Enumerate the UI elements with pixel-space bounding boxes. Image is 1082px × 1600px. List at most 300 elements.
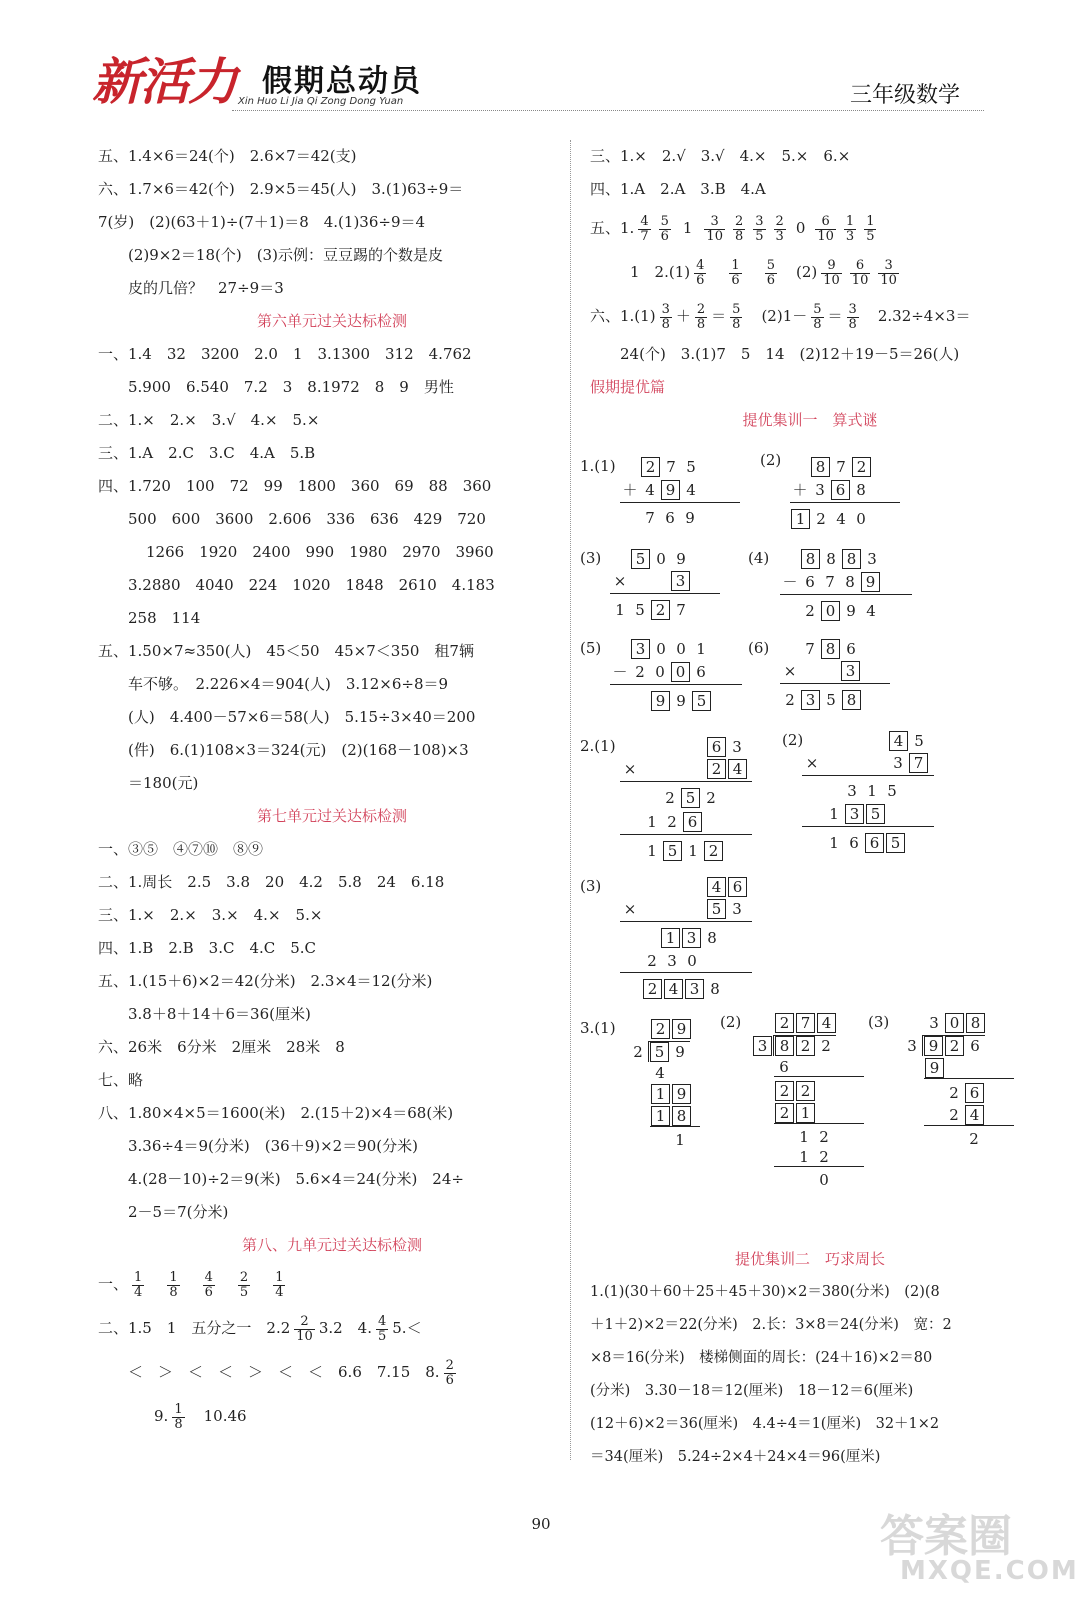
puzzle-digit: 4: [836, 510, 846, 528]
puzzle-box: 1: [661, 928, 680, 948]
puzzle-digit: 1: [615, 601, 625, 619]
numerator: 3: [878, 259, 899, 274]
page-header: [0, 0, 1082, 120]
puzzle-box: 3: [631, 639, 650, 659]
answer-line: 四、1.720 100 72 99 1800 360 69 88 360: [98, 477, 492, 495]
puzzle-box: 2: [651, 1019, 670, 1039]
operator: ×: [623, 760, 637, 778]
puzzle-box: 0: [945, 1013, 964, 1033]
puzzle-digit: 9: [846, 602, 856, 620]
puzzle-digit: 7: [676, 601, 686, 619]
grade-subject: 三年级数学: [850, 83, 961, 108]
puzzle-digit: 7: [645, 509, 655, 527]
fraction: [730, 303, 742, 332]
answer-line: 三、1.× 2.× 3.× 4.× 5.×: [98, 906, 323, 924]
answer-line: 六、26米 6分米 2厘米 28米 8: [98, 1038, 345, 1056]
denominator: 4: [134, 1284, 143, 1300]
denominator: 6: [204, 1284, 213, 1300]
operator: ×: [805, 754, 819, 772]
answer-line-fractions: [98, 1350, 566, 1394]
numerator: 1: [845, 213, 855, 229]
fraction: [753, 215, 765, 244]
fraction: [864, 215, 876, 244]
section-title-holiday: 假期提优篇: [590, 378, 666, 396]
numerator: 2: [696, 301, 706, 317]
puzzle-box: 6: [728, 877, 747, 897]
denominator: 6: [445, 1372, 454, 1388]
subtraction-puzzle: [610, 639, 742, 711]
fraction: [695, 303, 707, 332]
puzzle-box: 6: [865, 833, 884, 853]
puzzle-box: 2: [707, 759, 726, 779]
watermark-url: MXQE.COM: [900, 1556, 1079, 1586]
puzzle-digit: 9: [675, 1043, 685, 1061]
denominator: 10: [851, 272, 869, 288]
puzzle-box: 8: [811, 457, 830, 477]
puzzle-box: 2: [651, 600, 670, 620]
puzzle-digit: 5: [887, 782, 897, 800]
puzzle-digit: 8: [710, 980, 720, 998]
puzzle-digit: 6: [665, 509, 675, 527]
answer-line: 24(个) 3.(1)7 5 14 (2)12＋19－5＝26(人): [620, 345, 960, 363]
fraction: [704, 215, 725, 244]
label: 2.(1): [580, 737, 616, 755]
puzzle-box: 3: [671, 571, 690, 591]
puzzle-box: 7: [909, 753, 928, 773]
operator: ×: [623, 900, 637, 918]
fraction: [444, 1359, 456, 1388]
puzzle-box: 4: [965, 1105, 984, 1125]
puzzle-digit: 5: [635, 601, 645, 619]
puzzle-box: 5: [707, 899, 726, 919]
answer-line: 3.2880 4040 224 1020 1848 2610 4.183: [128, 576, 495, 594]
answer-line: 三、1.A 2.C 3.C 4.A 5.B: [98, 444, 316, 462]
operator: ＋: [792, 481, 808, 499]
puzzle-digit: 2: [647, 952, 657, 970]
puzzle-digit: 3: [907, 1037, 917, 1055]
denominator: 3: [845, 228, 855, 244]
puzzle-digit: 1: [799, 1148, 809, 1166]
puzzle-box: 3: [801, 690, 820, 710]
answer-line: 六、1.7×6＝42(个) 2.9×5＝45(人) 3.(1)63÷9＝: [98, 180, 464, 198]
puzzle-area: [580, 437, 1030, 1243]
numerator: 4: [696, 257, 705, 273]
puzzle-box: 8: [672, 1106, 691, 1126]
denominator: 8: [169, 1284, 178, 1300]
answer-line: 五、1.50×7≈350(人) 45＜50 45×7＜350 租7辆: [98, 642, 474, 660]
numerator: 1: [275, 1269, 284, 1285]
puzzle-box: 5: [650, 1042, 669, 1062]
numerator: 1: [169, 1269, 178, 1285]
answer-line: 一、1.4 32 3200 2.0 1 3.1300 312 4.762: [98, 345, 472, 363]
label: ＜ ＞ ＜ ＜ ＞ ＜ ＜ 6.6 7.15 8.: [128, 1363, 440, 1381]
answer-line: 二、1.周长 2.5 3.8 20 4.2 5.8 24 6.18: [98, 873, 445, 891]
numerator: 5: [660, 213, 669, 229]
answer-line: ＝180(元): [128, 774, 199, 792]
puzzle-digit: 9: [676, 550, 686, 568]
answer-line: 八、1.80×4×5＝1600(米) 2.(15＋2)×4＝68(米): [98, 1104, 454, 1122]
label: (2): [720, 1013, 742, 1031]
fraction: [765, 259, 777, 288]
multiplication-puzzle: [780, 639, 890, 710]
puzzle-digit: 0: [676, 640, 686, 658]
denominator: 5: [866, 228, 875, 244]
label: (3): [868, 1013, 890, 1031]
puzzle-digit: 7: [666, 458, 676, 476]
answer-line: 一、③⑤ ④⑦⑩ ⑧⑨: [98, 840, 264, 858]
puzzle-box: 3: [841, 661, 860, 681]
puzzle-digit: 1: [867, 782, 877, 800]
operator: －: [612, 663, 628, 681]
answer-line: 皮的几倍？ 27÷9＝3: [128, 279, 284, 297]
puzzle-digit: 6: [805, 573, 815, 591]
multiplication-puzzle: [802, 731, 934, 853]
subtraction-puzzle: [780, 549, 912, 621]
puzzle-digit: 2: [816, 510, 826, 528]
denominator: 4: [275, 1284, 284, 1300]
puzzle-digit: 4: [655, 1064, 665, 1082]
numerator: 6: [850, 259, 871, 274]
label: (3): [580, 877, 602, 895]
puzzle-digit: 5: [686, 458, 696, 476]
numerator: 2: [239, 1269, 249, 1285]
denominator: 5: [755, 228, 764, 244]
fraction: [273, 1271, 285, 1300]
label: (2): [796, 263, 818, 281]
label: 六、1.(1): [590, 307, 656, 325]
numerator: 2: [734, 213, 744, 229]
denominator: 5: [377, 1328, 387, 1344]
puzzle-digit: 3: [732, 738, 742, 756]
puzzle-box: 0: [671, 662, 690, 682]
label: 3.2 4.: [318, 1319, 372, 1337]
numerator: 5: [766, 257, 775, 273]
puzzle-box: 4: [817, 1013, 836, 1033]
fraction: [878, 259, 899, 288]
puzzle-box: 6: [683, 812, 702, 832]
right-column: [580, 140, 1030, 1474]
puzzle-digit: 2: [949, 1106, 959, 1124]
answer-line: 1.(1)(30＋60＋25＋45＋30)×2＝380(分米) (2)(8: [590, 1284, 940, 1300]
puzzle-digit: 7: [805, 640, 815, 658]
answer-line: 5.900 6.540 7.2 3 8.1972 8 9 男性: [128, 378, 454, 396]
fraction: [694, 259, 706, 288]
puzzle-digit: 1: [675, 1131, 685, 1149]
puzzle-digit: 2: [969, 1130, 979, 1148]
puzzle-box: 8: [801, 549, 820, 569]
puzzle-digit: 2: [633, 1043, 643, 1061]
answer-line: 4.(28－10)÷2＝9(米) 5.6×4＝24(分米) 24÷: [128, 1170, 464, 1188]
puzzle-box: 2: [775, 1103, 794, 1123]
puzzle-box: 8: [842, 690, 861, 710]
fraction: [376, 1315, 388, 1344]
puzzle-box: 4: [664, 979, 683, 999]
puzzle-box: 7: [796, 1013, 815, 1033]
puzzle-digit: 1: [696, 640, 706, 658]
puzzle-digit: 0: [655, 663, 665, 681]
numerator: 3: [848, 301, 857, 317]
fraction: [821, 259, 842, 288]
puzzle-digit: 1: [688, 842, 698, 860]
denominator: 8: [174, 1416, 183, 1432]
puzzle-box: 4: [889, 731, 908, 751]
puzzle-digit: 2: [821, 1037, 831, 1055]
puzzle-box: 4: [707, 877, 726, 897]
puzzle-digit: 2: [667, 813, 677, 831]
puzzle-box: 5: [886, 833, 905, 853]
puzzle-box: 2: [643, 979, 662, 999]
puzzle-box: 4: [728, 759, 747, 779]
denominator: 10: [880, 272, 897, 288]
answer-line-fractions: [98, 1394, 566, 1438]
label: 9.: [154, 1407, 169, 1425]
puzzle-box: 3: [685, 979, 704, 999]
addition-puzzle: [790, 457, 900, 529]
label: (2): [760, 451, 782, 469]
fraction: [729, 259, 741, 288]
fraction: [172, 1403, 184, 1432]
fraction: [847, 303, 859, 332]
puzzle-box: 2: [796, 1081, 815, 1101]
puzzle-box: 5: [866, 804, 885, 824]
left-column: [98, 140, 566, 1438]
addition-puzzle: [620, 457, 740, 527]
puzzle-box: 2: [641, 457, 660, 477]
puzzle-box: 9: [672, 1019, 691, 1039]
answer-line: ×8＝16(分米) 楼梯侧面的周长：(24＋16)×2＝80: [590, 1350, 933, 1366]
operator: ×: [783, 662, 797, 680]
label: 五、1.: [590, 219, 635, 237]
numerator: 2: [294, 1315, 315, 1330]
puzzle-digit: 8: [707, 929, 717, 947]
puzzle-box: 3: [845, 804, 864, 824]
puzzle-box: 5: [681, 788, 700, 808]
operator: ＋: [622, 481, 638, 499]
puzzle-digit: 3: [847, 782, 857, 800]
answer-line: (2)9×2＝18(个) (3)示例：豆豆踢的个数是皮: [128, 246, 443, 264]
puzzle-digit: 2: [949, 1084, 959, 1102]
numerator: 2: [775, 213, 784, 229]
puzzle-digit: 6: [846, 640, 856, 658]
answer-line: 七、略: [98, 1071, 144, 1089]
digit: 0: [795, 219, 806, 237]
denominator: 8: [732, 316, 741, 332]
label: (2)1－: [761, 307, 808, 325]
answer-line: 五、1.(15＋6)×2＝42(分米) 2.3×4＝12(分米): [98, 972, 433, 990]
puzzle-digit: 1: [829, 834, 839, 852]
denominator: 10: [706, 228, 723, 244]
denominator: 6: [731, 272, 740, 288]
puzzle-digit: 1: [647, 842, 657, 860]
numerator: 5: [732, 301, 741, 317]
section-title-unit7: 第七单元过关达标检测: [256, 807, 407, 825]
puzzle-digit: 3: [667, 952, 677, 970]
puzzle-box: 1: [651, 1106, 670, 1126]
label: (5): [580, 639, 602, 657]
fraction: [294, 1315, 315, 1344]
puzzle-digit: 6: [696, 663, 706, 681]
puzzle-digit: 7: [836, 458, 846, 476]
denominator: 3: [775, 228, 784, 244]
label: 2.32÷4×3＝: [877, 307, 971, 325]
puzzle-digit: 2: [819, 1128, 829, 1146]
denominator: 8: [734, 228, 744, 244]
puzzle-box: 2: [796, 1036, 815, 1056]
logo-subtitle: 假期总动员: [262, 64, 422, 99]
puzzle-box: 9: [661, 480, 680, 500]
logo-pinyin: Xin Huo Li Jia Qi Zong Dong Yuan: [238, 96, 404, 107]
fraction: [203, 1271, 215, 1300]
puzzle-box: 6: [707, 737, 726, 757]
puzzle-box: 9: [925, 1058, 944, 1078]
answer-line: 7(岁) (2)(63＋1)÷(7＋1)＝8 4.(1)36÷9＝4: [98, 213, 426, 231]
division-puzzle: [628, 1019, 700, 1149]
denominator: 8: [661, 316, 670, 332]
puzzle-digit: 9: [676, 692, 686, 710]
numerator: 3: [755, 213, 764, 229]
answer-line: 四、1.B 2.B 3.C 4.C 5.C: [98, 939, 317, 957]
denominator: 7: [640, 228, 649, 244]
denominator: 8: [848, 316, 857, 332]
answer-line-fractions: [590, 250, 1030, 294]
denominator: 10: [296, 1328, 313, 1344]
puzzle-box: 8: [775, 1036, 794, 1056]
puzzle-digit: 9: [685, 509, 695, 527]
label: (4): [748, 549, 770, 567]
puzzle-box: 3: [753, 1036, 772, 1056]
answer-line: 车不够。 2.226×4＝904(人) 3.12×6÷8＝9: [128, 675, 449, 693]
section-title-unit89: 第八、九单元过关达标检测: [241, 1236, 422, 1254]
puzzle-digit: 2: [819, 1148, 829, 1166]
puzzle-box: 8: [821, 639, 840, 659]
answer-line: (人) 4.400－57×6＝58(人) 5.15÷3×40＝200: [128, 708, 476, 726]
section-title-unit6: 第六单元过关达标检测: [256, 312, 407, 330]
puzzle-box: 2: [775, 1013, 794, 1033]
puzzle-digit: 6: [849, 834, 859, 852]
fraction-whole: 1: [682, 219, 693, 237]
fraction: [774, 215, 786, 244]
multiplication-puzzle: [620, 737, 752, 861]
puzzle-digit: 3: [815, 481, 825, 499]
numerator: 3: [704, 215, 725, 230]
answer-line-fractions: [590, 206, 1030, 250]
puzzle-digit: 4: [686, 481, 696, 499]
puzzle-box: 5: [692, 691, 711, 711]
numerator: 9: [821, 259, 842, 274]
answer-line: (件) 6.(1)108×3＝324(元) (2)(168－108)×3: [128, 741, 469, 759]
puzzle-digit: 2: [706, 789, 716, 807]
puzzle-box: 6: [831, 480, 850, 500]
puzzle-box: 0: [821, 601, 840, 621]
answer-line: 五、1.4×6＝24(个) 2.6×7＝42(支): [98, 147, 357, 165]
label: (2): [782, 731, 804, 749]
puzzle-digit: 8: [845, 573, 855, 591]
numerator: 1: [731, 257, 740, 273]
denominator: 8: [696, 316, 706, 332]
puzzle-digit: 5: [914, 732, 924, 750]
puzzle-box: 2: [775, 1081, 794, 1101]
puzzle-digit: 2: [805, 602, 815, 620]
answer-line: 二、1.× 2.× 3.√ 4.× 5.×: [98, 411, 320, 429]
denominator: 6: [696, 272, 705, 288]
answer-line: 1266 1920 2400 990 1980 2970 3960: [146, 543, 494, 561]
puzzle-box: 6: [965, 1083, 984, 1103]
puzzle-box: 8: [966, 1013, 985, 1033]
puzzle-box: 2: [704, 841, 723, 861]
puzzle-digit: 1: [829, 805, 839, 823]
watermark-logo: 答案圈: [880, 1511, 1012, 1562]
answer-line: (12＋6)×2＝36(厘米) 4.4÷4＝1(厘米) 32＋1×2: [590, 1416, 940, 1432]
label: 5.＜: [392, 1319, 422, 1337]
fraction: [815, 215, 836, 244]
fraction: [811, 303, 823, 332]
puzzle-digit: 0: [656, 550, 666, 568]
puzzle-digit: 2: [665, 789, 675, 807]
fraction: [733, 215, 745, 244]
answer-line-fractions: 六、1.(1) $\frac{3}{8}$ ＋ $\frac{2}{8}$ ＝ $\frac{5}{8}$ (2)1－ $\frac{5}{8}$ ＝ $\frac{3}{8}$ 2.32÷4×3＝: [590, 301, 971, 332]
puzzle-digit: 8: [826, 550, 836, 568]
fraction: [660, 303, 672, 332]
numerator: 5: [813, 301, 822, 317]
operator: －: [782, 573, 798, 591]
puzzle-box: 5: [631, 549, 650, 569]
answer-line: ＝34(厘米) 5.24÷2×4＋24×4＝96(厘米): [590, 1449, 881, 1465]
denominator: 6: [766, 272, 775, 288]
answer-line: 500 600 3600 2.606 336 636 429 720: [128, 510, 486, 528]
section-title-training1: 提优集训一 算式谜: [742, 411, 878, 429]
answer-line: 2－5＝7(分米): [128, 1203, 229, 1221]
puzzle-digit: 0: [856, 510, 866, 528]
label: 1 2.(1): [630, 263, 691, 281]
label: 一、: [98, 1275, 129, 1293]
numerator: 3: [661, 301, 670, 317]
puzzle-digit: 3: [893, 754, 903, 772]
label: 二、1.5 1 五分之一 2.2: [98, 1319, 291, 1337]
puzzle-box: 9: [924, 1036, 943, 1056]
label: 3.(1): [580, 1019, 616, 1037]
division-puzzle: [752, 1013, 864, 1189]
answer-line-fractions: [98, 1262, 566, 1306]
puzzle-digit: 0: [687, 952, 697, 970]
puzzle-digit: 1: [647, 813, 657, 831]
denominator: 10: [817, 228, 834, 244]
puzzle-digit: 2: [785, 691, 795, 709]
multiplication-puzzle: [610, 549, 720, 620]
numerator: 2: [445, 1357, 454, 1373]
label: 10.46: [203, 1407, 247, 1425]
puzzle-box: 5: [663, 841, 682, 861]
puzzle-box: 1: [796, 1103, 815, 1123]
fraction: [844, 215, 856, 244]
puzzle-box: 1: [791, 509, 810, 529]
fraction: [850, 259, 871, 288]
fraction: [238, 1271, 250, 1300]
puzzle-digit: 4: [645, 481, 655, 499]
puzzle-digit: 6: [779, 1058, 789, 1076]
answer-line: 三、1.× 2.√ 3.√ 4.× 5.× 6.×: [590, 147, 851, 165]
numerator: 1: [866, 213, 875, 229]
denominator: 5: [239, 1284, 249, 1300]
numerator: 4: [640, 213, 649, 229]
fraction: [638, 215, 650, 244]
multiplication-puzzle: [620, 877, 752, 999]
answer-line-fractions: [98, 1306, 566, 1350]
puzzle-digit: 1: [799, 1128, 809, 1146]
puzzle-digit: 6: [970, 1037, 980, 1055]
puzzle-box: 9: [861, 572, 880, 592]
numerator: 4: [204, 1269, 213, 1285]
answer-line: 3.8＋8＋14＋6＝36(厘米): [128, 1005, 311, 1023]
